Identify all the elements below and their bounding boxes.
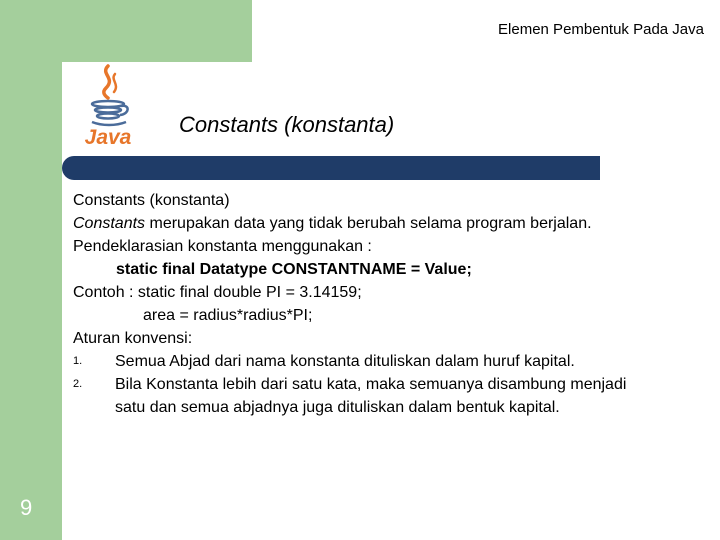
intro-line — [73, 212, 673, 235]
rules-label: Aturan konvensi: — [73, 330, 193, 347]
declaration-label: Pendeklarasian konstanta menggunakan : — [73, 238, 372, 255]
intro-italic: Constants — [73, 215, 146, 232]
list-item-number: 1. — [73, 355, 83, 367]
green-top-band — [0, 0, 252, 62]
intro-rest: merupakan data yang tidak berubah selama program berjalan. — [145, 215, 592, 232]
example-line-2: area = radius*radius*PI; — [143, 307, 313, 324]
list-item — [73, 373, 673, 419]
slide-number: 9 — [20, 495, 33, 520]
java-logo — [78, 62, 142, 152]
list-item — [73, 350, 673, 373]
list-item-number: 2. — [73, 378, 83, 390]
body-heading: Constants (konstanta) — [73, 192, 230, 209]
slide-title: Constants (konstanta) — [179, 112, 395, 137]
declaration-syntax: static final Datatype CONSTANTNAME = Value; — [116, 261, 472, 278]
title-divider-bar — [62, 156, 600, 180]
header-title: Elemen Pembentuk Pada Java — [498, 21, 704, 38]
list-item-text: Bila Konstanta lebih dari satu kata, maka semuanya disambung menjadi satu dan semua abjadnya juga dituliskan dalam bentuk kapital. — [115, 376, 627, 416]
slide-body — [73, 189, 673, 419]
list-item-text: Semua Abjad dari nama konstanta dituliskan dalam huruf kapital. — [115, 353, 575, 370]
example-line: Contoh : static final double PI = 3.14159; — [73, 284, 362, 301]
java-wordmark: Java — [84, 126, 132, 149]
green-sidebar — [0, 0, 62, 540]
